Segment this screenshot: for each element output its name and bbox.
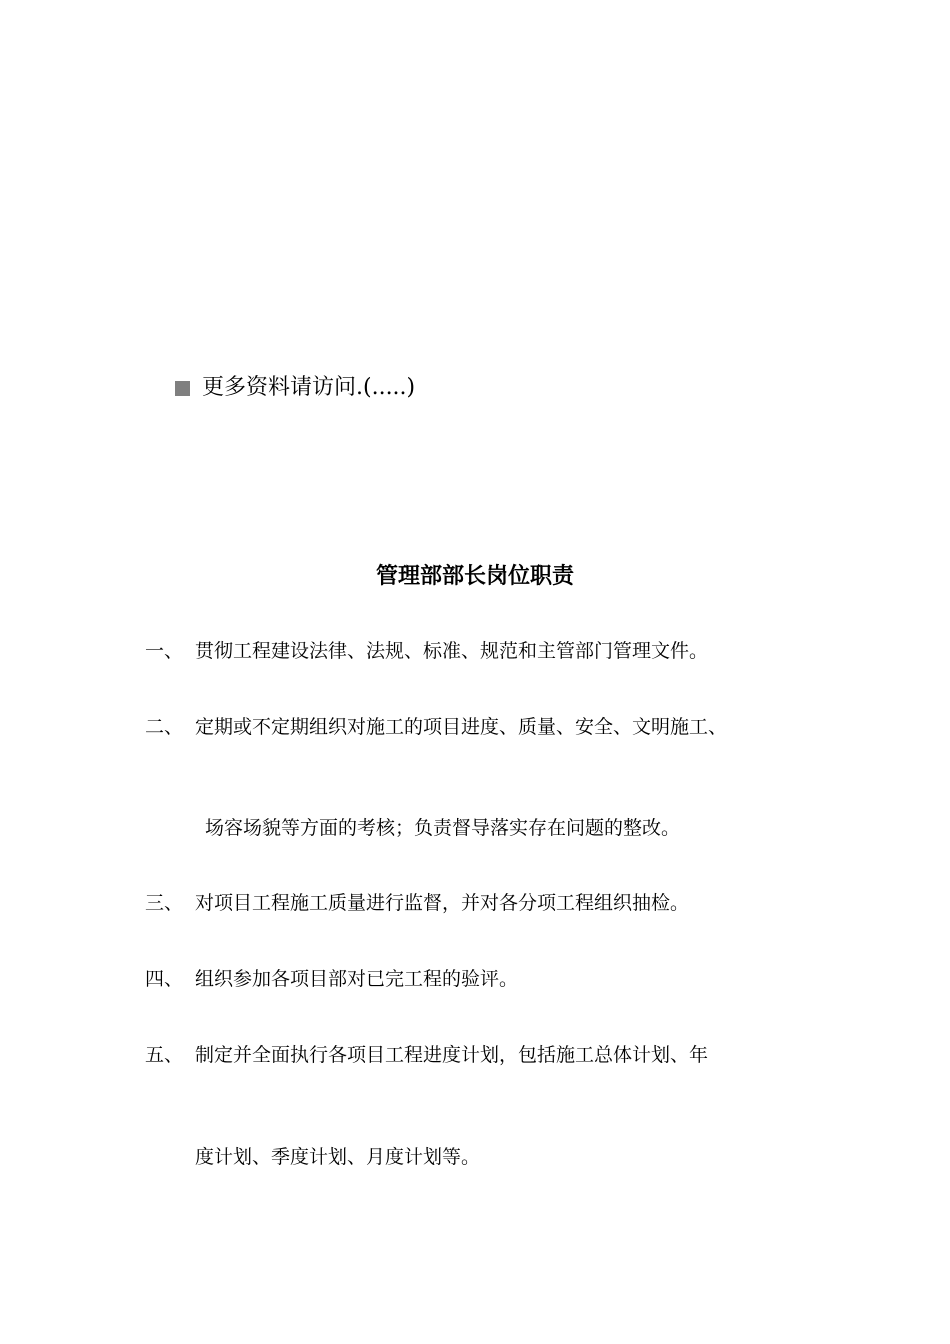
list-item-number: 二、 [145,716,184,738]
list-item-number: 一、 [145,640,184,662]
more-info-link-line [175,372,415,404]
list-item-3 [145,889,689,917]
list-item-2-continuation: 场容场貌等方面的考核；负责督导落实存在问题的整改。 [205,817,681,839]
list-item-text: 对项目工程施工质量进行监督，并对各分项工程组织抽检。 [195,892,690,914]
list-item-1 [145,637,708,665]
list-item-text: 定期或不定期组织对施工的项目进度、质量、安全、文明施工、 [195,716,728,738]
more-info-link-text[interactable]: 更多资料请访问.(.....) [202,375,416,400]
list-item-2 [145,713,727,741]
list-item-number: 三、 [145,892,184,914]
list-item-5-continuation: 度计划、季度计划、月度计划等。 [195,1146,481,1168]
list-item-number: 四、 [145,968,184,990]
square-bullet-icon [175,381,190,396]
page-title: 管理部部长岗位职责 [375,563,574,589]
list-item-number: 五、 [145,1044,184,1066]
list-item-text: 制定并全面执行各项目工程进度计划，包括施工总体计划、年 [195,1044,709,1066]
list-item-5 [145,1041,708,1069]
list-item-text: 贯彻工程建设法律、法规、标准、规范和主管部门管理文件。 [195,640,709,662]
list-item-text: 组织参加各项目部对已完工程的验评。 [195,968,519,990]
list-item-4 [145,965,518,993]
